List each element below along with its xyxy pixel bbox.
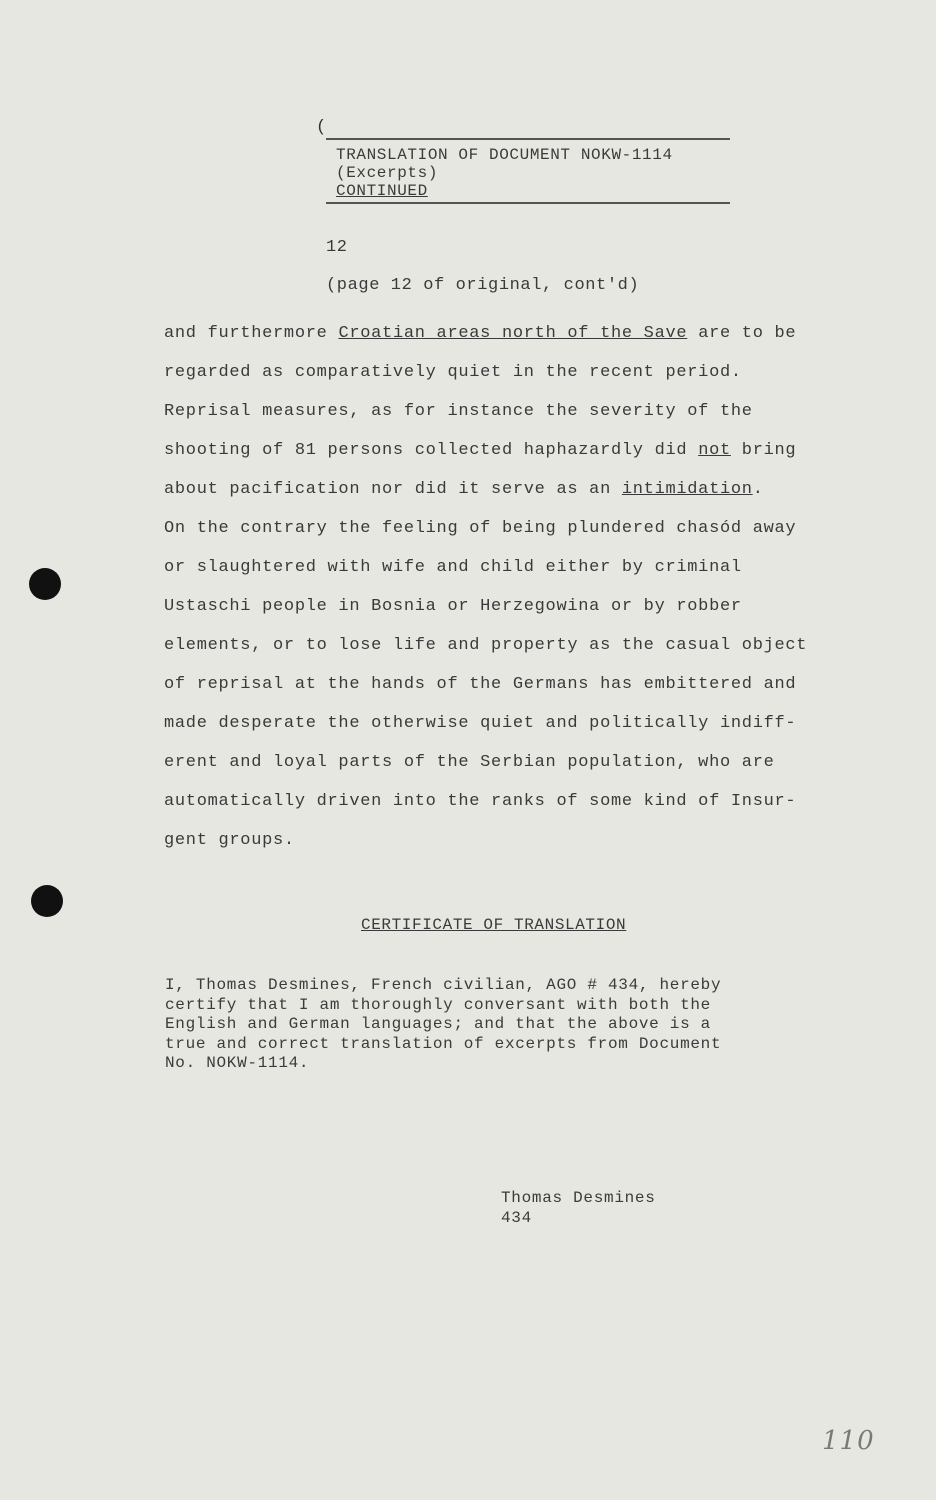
page-number: 12 <box>326 238 348 257</box>
body-line <box>164 431 854 470</box>
header-continued: CONTINUED <box>336 182 428 200</box>
body-text-segment: . <box>752 480 764 499</box>
body-text-segment: and furthermore <box>164 324 339 343</box>
certificate-line: certify that I am thoroughly conversant with both the <box>165 995 711 1014</box>
header-paren: ( <box>316 118 327 137</box>
body-line: or slaughtered with wife and child either by criminal <box>164 558 742 577</box>
body-line: automatically driven into the ranks of some kind of Insur- <box>164 792 797 811</box>
body-line: regarded as comparatively quiet in the recent period. <box>164 363 742 382</box>
certificate-title: CERTIFICATE OF TRANSLATION <box>361 916 627 934</box>
underlined-phrase: Croatian areas north of the Save <box>338 324 688 343</box>
certificate-line: true and correct translation of excerpts from Document <box>165 1034 722 1053</box>
handwritten-page-number: 110 <box>822 1426 875 1456</box>
document-header <box>326 138 730 204</box>
body-line: gent groups. <box>164 831 295 850</box>
body-paragraph <box>164 314 854 860</box>
page-reference: (page 12 of original, cont'd) <box>326 276 640 295</box>
body-line: On the contrary the feeling of being plundered chasód away <box>164 519 797 538</box>
punch-hole-top <box>29 568 61 600</box>
body-line: erent and loyal parts of the Serbian population, who are <box>164 753 775 772</box>
body-text-segment: about pacification nor did it serve as an <box>164 480 622 499</box>
body-text-segment: shooting of 81 persons collected haphazardly did <box>164 441 699 460</box>
body-text-segment: are to be <box>687 324 797 343</box>
header-title: TRANSLATION OF DOCUMENT NOKW-1114 <box>336 146 673 164</box>
signature-block <box>501 1188 656 1228</box>
signature-number: 434 <box>501 1209 532 1227</box>
body-line: Reprisal measures, as for instance the severity of the <box>164 402 753 421</box>
punch-hole-bottom <box>31 885 63 917</box>
certificate-line: No. NOKW-1114. <box>165 1054 310 1072</box>
body-line: made desperate the otherwise quiet and politically indiff- <box>164 714 797 733</box>
body-line: of reprisal at the hands of the Germans has embittered and <box>164 675 797 694</box>
certificate-text <box>165 976 805 1074</box>
body-line <box>164 314 854 353</box>
body-text-segment: bring <box>730 441 797 460</box>
body-line: Ustaschi people in Bosnia or Herzegowina or by robber <box>164 597 742 616</box>
underlined-word: not <box>698 441 731 460</box>
underlined-word: intimidation <box>621 480 753 499</box>
body-line <box>164 470 854 509</box>
certificate-line: I, Thomas Desmines, French civilian, AGO # 434, hereby <box>165 976 722 994</box>
body-line: elements, or to lose life and property as the casual object <box>164 636 808 655</box>
certificate-line: English and German languages; and that the above is a <box>165 1015 711 1033</box>
signature-name: Thomas Desmines <box>501 1189 656 1207</box>
header-excerpts: (Excerpts) <box>336 164 439 182</box>
